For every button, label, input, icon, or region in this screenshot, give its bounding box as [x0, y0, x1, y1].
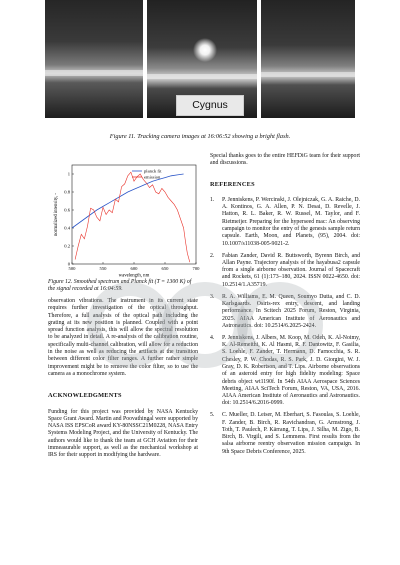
reference-number: 1. [210, 196, 215, 203]
figure-11-caption: Figure 11. Tracking camera images at 16:06:52 showing a bright flash. [109, 133, 291, 140]
x-tick-label: 500 [68, 266, 76, 271]
legend-label: emission [144, 174, 161, 180]
reference-text: C. Mueller, D. Leiser, M. Eberhart, S. Fasoulas, S. Loehle, F. Zander, B. Birch, R. Ravichandran, G. Armstrong, J. Toth, T. Paulech, P. Kärrang, T. Lips, J. Silha, M. Zigo, B. Birch, B. Virgili, and S. Lemmens. First results from the salsa airborne reentry observation mission campaign. In 9th Space Debris Conference, 2025. [222, 412, 360, 455]
y-axis-label: normalized intensity, - [54, 193, 59, 236]
x-axis-label: wavelength, nm [118, 273, 150, 278]
tracking-frame-1 [45, 0, 143, 118]
y-tick-label: 0.2 [64, 243, 70, 249]
tracking-frame-3 [261, 0, 355, 118]
thanks-paragraph: Special thanks goes to the entire HEFDiG team for their support and discussions. [210, 153, 360, 167]
x-tick-label: 650 [161, 266, 169, 271]
reference-list [210, 197, 360, 456]
x-tick-label: 600 [130, 266, 138, 271]
reference-item [210, 294, 360, 330]
reference-text: P. Jenniskens, J. Albers, M. Koop, M. Odeh, K. Al-Noimy, K. Al-Remeithi, K. Al Hasmi, R. F. Dantowitz, F. Gasilia, S. Loehle, F. Zander, T. Hermann, D. Farnocchia, S. R. Chesley, P. W. Chodas, R. S. Park, J. D. Giorgini, W. J. Gray, D. K. Robertson, and T. Lips. Airborne observations of an asteroid entry for high fidelity modeling: Space debris object wt1190f. In 54th AIAA Aerospace Sciences Meeting, AIAA SciTech Forum, Reston, VA, USA, 2016. AIAA American Institute of Aeronautics and Astronautics. doi: 10.2514/6.2016-0999. [222, 334, 360, 407]
acknowledgments-paragraph: Funding for this project was provided by NASA Kentucky Space Grant Award. Martin and Poovathingal were supported by NASA ISS EPSCoR award KY-80NSSC21M0228, NASA Entry Systems Modeling Project, and the University of Kentucky. The authors would like to thank the team at GCH Aviation for their immeasurable support, as well as the mechanical workshop at IRS for their support in modifying the hardware. [48, 408, 198, 459]
reference-number: 5. [210, 412, 215, 419]
reference-text: Fabian Zander, David R. Buttsworth, Byrenn Birch, and Allan Payne. Trajectory analysis of the hayabusa2 capsule from a single airborne observation. Journal of Spacecraft and Rockets, 61 (1):173–180, 2024. ISSN 0022-4650. doi: 10.2514/1.A35719. [222, 252, 360, 288]
reference-item [210, 253, 360, 289]
reference-item [210, 412, 360, 456]
frame-1-image [45, 0, 143, 118]
y-tick-label: 0.8 [64, 189, 70, 195]
y-tick-label: 0 [67, 261, 70, 267]
reference-number: 2. [210, 252, 215, 259]
acknowledgments-heading: ACKNOWLEDGMENTS [48, 392, 122, 400]
y-tick-label: 0.4 [64, 225, 70, 231]
y-tick-label: 1 [67, 171, 70, 177]
legend-label: planck fit [144, 168, 162, 174]
x-tick-label: 550 [99, 266, 107, 271]
body-paragraph: observation vibrations. The instrument in its current state requires further investigation of the optical throughput. Therefore, a full analysis of the optical path including the grating at its new position is planned. Coupled with a point spread function analysis, this will allow the spectral resolution to be analyzed in detail. A re-analysis of the calibration routine, specifically multi-channel calibration, will allow for a reduction in the noise as well as reducing the artifacts at the transition between different color filter ranges. A further rather simple improvement might be to remove the color filter, so to use the camera as a monochrome system. [48, 298, 198, 377]
reference-text: P. Jenniskens, P. Wercinski, J. Olejniczak, G. A. Raiche, D. A. Kontinos, G. A. Allen, P. N. Desai, D. Revelle, J. Hatton, R. L. Baker, R. W. Russel, M. Taylor, and F. Rietmeijer. Preparing for the hyperseed mac: An observing campaign to monitor the entry of the genesis sample return capsule. Earth, Moon, and Planets, (95), 2004. doi: 10.1007/s11038-005-9021-2. [222, 196, 360, 247]
reference-item [210, 197, 360, 248]
references-heading: REFERENCES [210, 180, 255, 188]
cygnus-label: Cygnus [176, 95, 244, 116]
reference-number: 3. [210, 293, 215, 300]
reference-item [210, 335, 360, 408]
figure-12-caption: Figure 12. Smoothed spectrum and Planck fit (T = 1300 K) of the signal recorded at 16:04:59. [48, 279, 192, 293]
frame-3-image [261, 0, 355, 118]
reference-number: 4. [210, 334, 215, 341]
y-tick-label: 0.6 [64, 207, 70, 213]
series-line-emission [75, 172, 190, 262]
reference-text: R. A. Williams, E. M. Queen, Soumyo Dutta, and C. D. Karlsgaards. Osiris-rex entry, descent, and landing performance. In Scitech 2025 Forum, Reston, Virginia, 2025. AIAA American Institute of Aeronautics and Astronautics. doi: 10.2514/6.2025-2424. [222, 293, 360, 329]
spectrum-chart [46, 160, 200, 278]
left-column [48, 298, 198, 460]
spectrum-chart-svg [46, 160, 200, 278]
x-tick-label: 700 [192, 266, 200, 271]
right-column [210, 153, 360, 461]
